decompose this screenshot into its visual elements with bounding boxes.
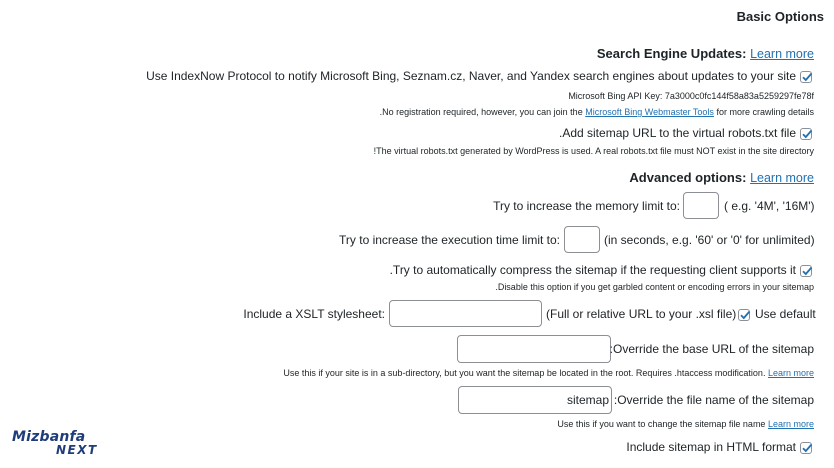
page-title: Basic Options <box>736 9 824 24</box>
advanced-learn-more-link[interactable]: Learn more <box>750 171 814 185</box>
xslt-input[interactable] <box>389 300 542 327</box>
time-hint: (in seconds, e.g. '60' or '0' for unlimited) <box>604 233 815 247</box>
xslt-default-checkbox[interactable] <box>738 309 750 321</box>
robots-label: .Add sitemap URL to the virtual robots.txt file <box>559 126 796 140</box>
search-engine-heading-text: Search Engine Updates: <box>596 46 747 61</box>
base-url-note-text: Use this if your site is in a sub-directory, but you want the sitemap be located in the root. Requires .htaccess modification. <box>283 368 766 378</box>
compress-checkbox[interactable] <box>800 265 812 277</box>
compress-label: .Try to automatically compress the sitemap if the requesting client supports it <box>389 263 796 277</box>
indexnow-label: Use IndexNow Protocol to notify Microsoft Bing, Seznam.cz, Naver, and Yandex search engines about updates to your site <box>146 69 796 83</box>
memory-limit-input[interactable] <box>683 192 719 219</box>
html-format-checkbox[interactable] <box>800 442 812 454</box>
xslt-default-label: Use default <box>755 307 816 321</box>
indexnow-checkbox[interactable] <box>800 71 812 83</box>
xslt-hint: (Full or relative URL to your .xsl file) <box>546 307 737 321</box>
time-limit-input[interactable] <box>564 226 600 253</box>
memory-label: Try to increase the memory limit to: <box>493 199 680 213</box>
html-format-label: Include sitemap in HTML format <box>626 440 796 454</box>
no-registration-prefix: .No registration required, however, you can join the <box>379 107 583 117</box>
api-key-text: Microsoft Bing API Key: 7a3000c0fc144f58a83a5259297fe78f <box>568 91 814 101</box>
search-engine-learn-more-link[interactable]: Learn more <box>750 47 814 61</box>
checkmark-icon <box>801 265 813 277</box>
base-url-input[interactable] <box>457 335 611 363</box>
advanced-heading <box>629 170 814 185</box>
memory-hint: ( e.g. '4M', '16M') <box>724 199 815 213</box>
file-name-input[interactable] <box>458 386 612 414</box>
file-name-learn-more-link[interactable]: Learn more <box>767 419 814 429</box>
file-name-note <box>557 419 814 429</box>
base-url-label: :Override the base URL of the sitemap <box>609 342 814 356</box>
xslt-label: Include a XSLT stylesheet: <box>243 307 385 321</box>
logo-bottom-text: NEXT <box>56 443 98 457</box>
base-url-learn-more-link[interactable]: Learn more <box>767 368 814 378</box>
search-engine-heading <box>597 46 814 61</box>
file-name-label: :Override the file name of the sitemap <box>613 393 814 407</box>
mizbanfa-logo <box>12 429 98 457</box>
advanced-heading-text: Advanced options: <box>629 170 747 185</box>
checkmark-icon <box>801 128 813 140</box>
base-url-note <box>283 368 814 378</box>
checkmark-icon <box>739 309 751 321</box>
file-name-note-text: Use this if you want to change the sitemap file name <box>557 419 766 429</box>
bing-webmaster-tools-link[interactable]: Microsoft Bing Webmaster Tools <box>585 107 714 117</box>
no-registration-note <box>380 107 814 117</box>
robots-checkbox[interactable] <box>800 128 812 140</box>
robots-note: !The virtual robots.txt generated by WordPress is used. A real robots.txt file must NOT exist in the site directory <box>373 146 814 156</box>
compress-note: .Disable this option if you get garbled content or encoding errors in your sitemap <box>495 282 814 292</box>
time-label: Try to increase the execution time limit to: <box>339 233 560 247</box>
no-registration-suffix: for more crawling details <box>716 107 814 117</box>
checkmark-icon <box>801 442 813 454</box>
logo-top-text: Mizbanfa <box>12 429 86 445</box>
checkmark-icon <box>801 71 813 83</box>
